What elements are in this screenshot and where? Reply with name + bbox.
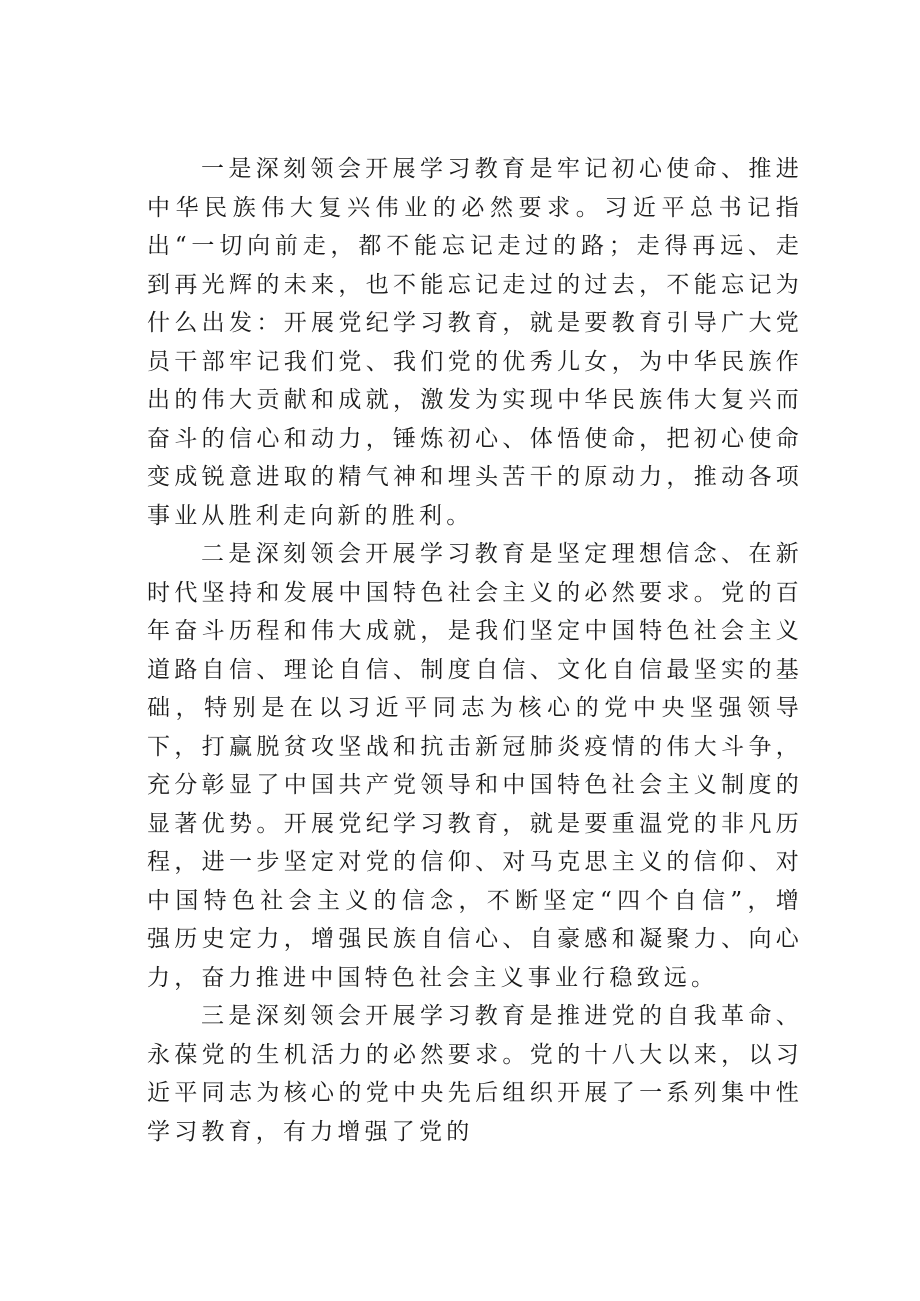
- paragraph-three: 三是深刻领会开展学习教育是推进党的自我革命、永葆党的生机活力的必然要求。党的十八大以来，以习近平同志为核心的党中央先后组织开展了一系列集中性学习教育，有力增强了党的: [147, 1003, 803, 1145]
- document-body: [147, 150, 803, 1151]
- paragraph-two: 二是深刻领会开展学习教育是坚定理想信念、在新时代坚持和发展中国特色社会主义的必然要求。党的百年奋斗历程和伟大成就，是我们坚定中国特色社会主义道路自信、理论自信、制度自信、文化自信最坚实的基础，特别是在以习近平同志为核心的党中央坚强领导下，打赢脱贫攻坚战和抗击新冠肺炎疫情的伟大斗争，充分彰显了中国共产党领导和中国特色社会主义制度的显著优势。开展党纪学习教育，就是要重温党的非凡历程，进一步坚定对党的信仰、对马克思主义的信仰、对中国特色社会主义的信念，不断坚定“四个自信”，增强历史定力，增强民族自信心、自豪感和凝聚力、向心力，奋力推进中国特色社会主义事业行稳致远。: [147, 541, 803, 991]
- paragraph-one: 一是深刻领会开展学习教育是牢记初心使命、推进中华民族伟大复兴伟业的必然要求。习近平总书记指出“一切向前走，都不能忘记走过的路；走得再远、走到再光辉的未来，也不能忘记走过的过去，不能忘记为什么出发：开展党纪学习教育，就是要教育引导广大党员干部牢记我们党、我们党的优秀儿女，为中华民族作出的伟大贡献和成就，激发为实现中华民族伟大复兴而奋斗的信心和动力，锤炼初心、体悟使命，把初心使命变成锐意进取的精气神和埋头苦干的原动力，推动各项事业从胜利走向新的胜利。: [147, 156, 803, 529]
